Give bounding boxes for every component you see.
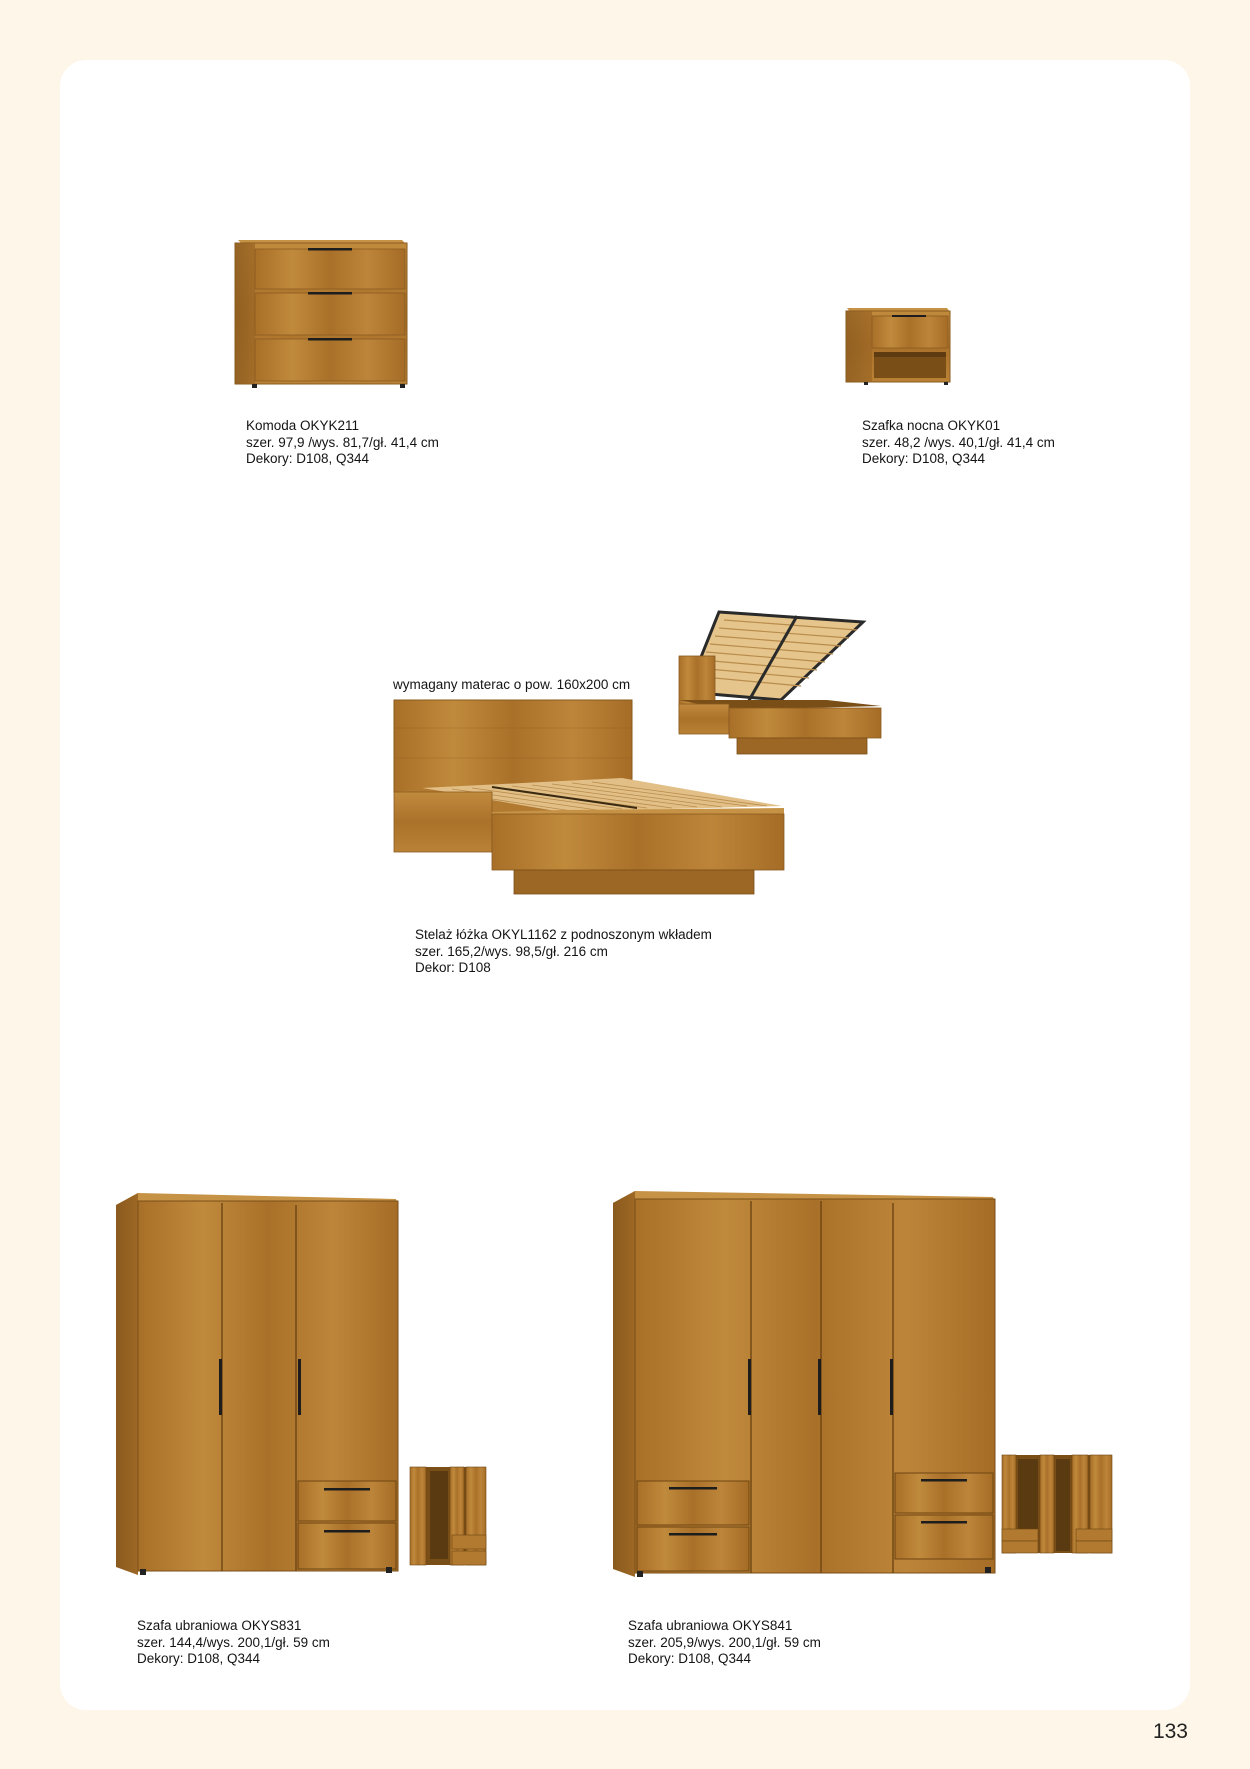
- dresser-caption: [246, 418, 439, 468]
- page-number: 133: [1152, 1720, 1188, 1743]
- product-decors: Dekor: D108: [415, 960, 491, 975]
- product-name: Stelaż łóżka OKYL1162 z podnoszonym wkładem: [415, 927, 712, 942]
- bed-caption: [415, 927, 712, 977]
- wardrobe-open-thumbnail-icon: [408, 1465, 488, 1569]
- product-name: Komoda OKYK211: [246, 418, 360, 433]
- product-name: Szafa ubraniowa OKYS841: [628, 1618, 793, 1633]
- chest-of-drawers-icon: [232, 238, 412, 390]
- nightstand-caption: [862, 418, 1055, 468]
- wardrobe-icon: [611, 1189, 997, 1580]
- catalog-panel: [60, 60, 1190, 1710]
- bed-storage-open-icon: [677, 608, 883, 760]
- product-dimensions: szer. 165,2/wys. 98,5/gł. 216 cm: [415, 943, 608, 959]
- product-dimensions: szer. 97,9 /wys. 81,7/gł. 41,4 cm: [246, 434, 439, 450]
- product-dimensions: szer. 205,9/wys. 200,1/gł. 59 cm: [628, 1634, 821, 1650]
- product-decors: Dekory: D108, Q344: [628, 1651, 752, 1666]
- wardrobe-icon: [114, 1191, 400, 1577]
- product-decors: Dekory: D108, Q344: [137, 1651, 261, 1666]
- product-name: Szafa ubraniowa OKYS831: [137, 1618, 302, 1633]
- wardrobe-4door-caption: [628, 1618, 821, 1668]
- mattress-note: wymagany materac o pow. 160x200 cm: [393, 677, 631, 692]
- product-decors: Dekory: D108, Q344: [246, 451, 370, 466]
- nightstand-icon: [844, 306, 952, 386]
- wardrobe-3door-caption: [137, 1618, 330, 1668]
- product-dimensions: szer. 144,4/wys. 200,1/gł. 59 cm: [137, 1634, 330, 1650]
- wardrobe-open-thumbnail-icon: [1000, 1453, 1114, 1557]
- product-dimensions: szer. 48,2 /wys. 40,1/gł. 41,4 cm: [862, 434, 1055, 450]
- product-decors: Dekory: D108, Q344: [862, 451, 986, 466]
- product-name: Szafka nocna OKYK01: [862, 418, 1001, 433]
